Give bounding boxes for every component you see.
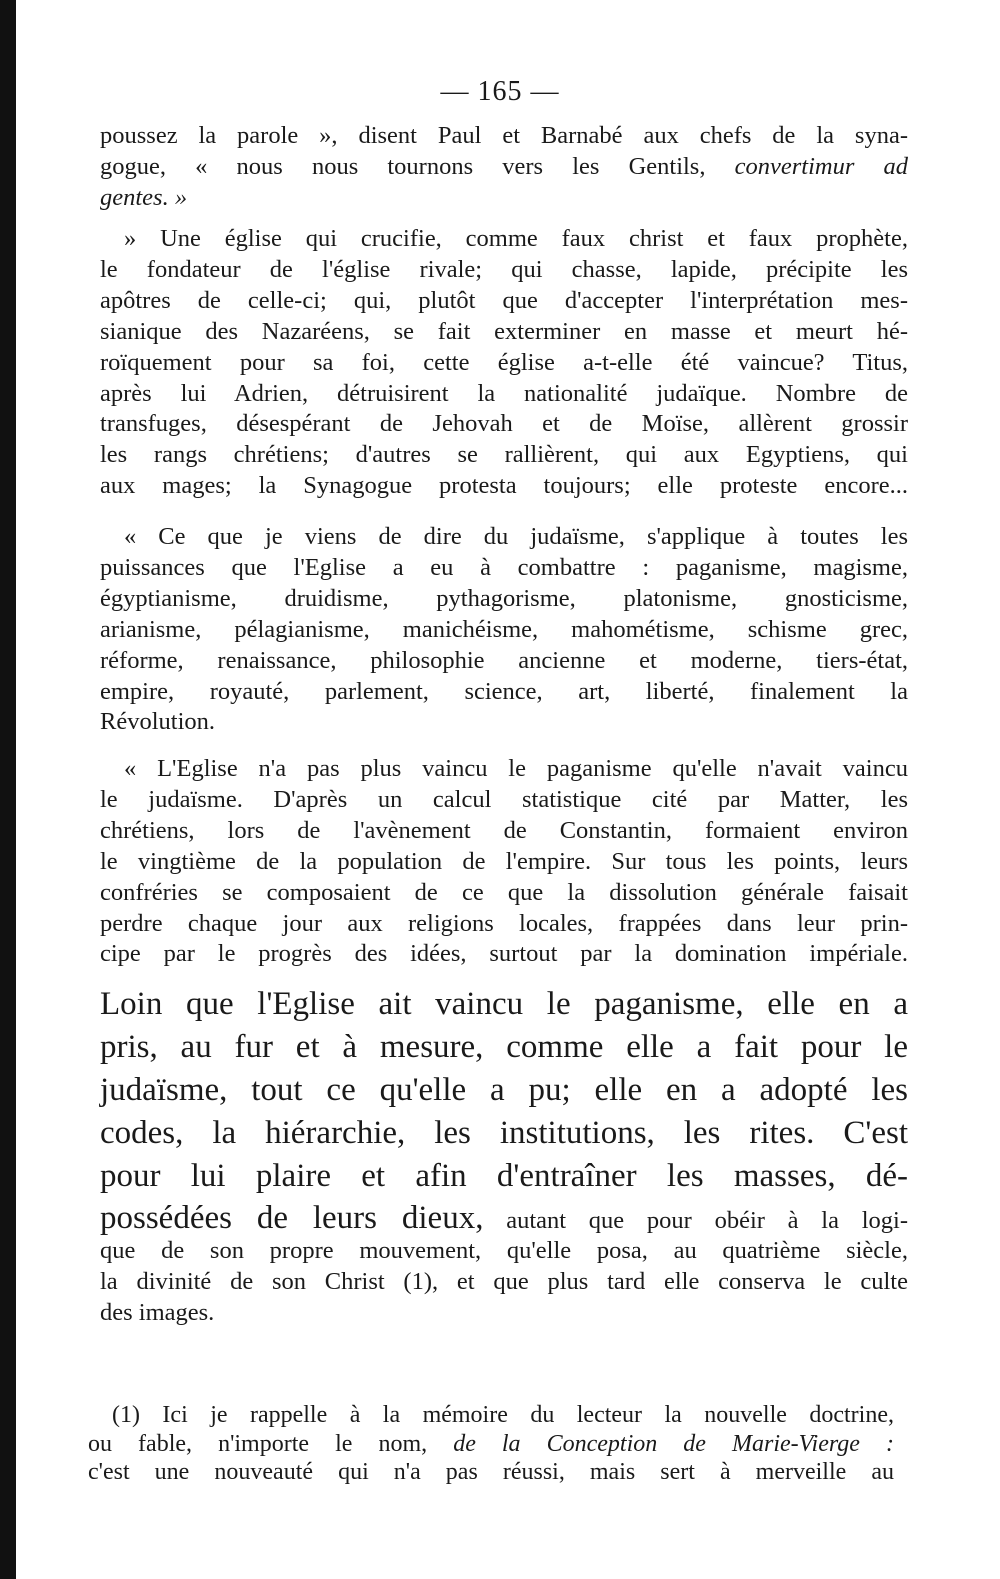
text-line: confréries se composaient de ce que la dissolution générale faisait — [100, 878, 908, 906]
footnote-line: ou fable, n'importe le nom, de la Conception de Marie-Vierge : — [88, 1430, 894, 1457]
paragraph-5-small — [100, 1236, 908, 1329]
text-line: » Une église qui crucifie, comme faux christ et faux prophète, — [124, 225, 908, 252]
text-line: pris, au fur et à mesure, comme elle a fait pour le — [100, 1029, 908, 1065]
text-line: pour lui plaire et afin d'entraîner les masses, dé- — [100, 1158, 908, 1194]
text-line: égyptianisme, druidisme, pythagorisme, platonisme, gnosticisme, — [100, 584, 908, 612]
text-line: Loin que l'Eglise ait vaincu le paganisme, elle en a — [100, 986, 908, 1022]
text-line: réforme, renaissance, philosophie ancienne et moderne, tiers-état, — [100, 646, 908, 674]
paragraph-2 — [100, 224, 908, 502]
text-line: sianique des Nazaréens, se fait exterminer en masse et meurt hé- — [100, 317, 908, 345]
text-line: aux mages; la Synagogue protesta toujours; elle proteste encore... — [100, 472, 908, 500]
latin-quote: convertimur ad — [734, 152, 909, 180]
text-line: empire, royauté, parlement, science, art, liberté, finalement la — [100, 677, 908, 705]
text-line: arianisme, pélagianisme, manichéisme, mahométisme, schisme grec, — [100, 615, 908, 643]
text-line: poussez la parole », disent Paul et Barnabé aux chefs de la syna- — [100, 122, 908, 149]
page-number: — 165 — — [440, 76, 560, 107]
footnote-italic: de la Conception de Marie-Vierge : — [453, 1430, 894, 1457]
text-line: cipe par le progrès des idées, surtout par la domination impériale. — [100, 940, 908, 968]
text-line: le judaïsme. D'après un calcul statistique cité par Matter, les — [100, 785, 908, 813]
footnote-line: (1) Ici je rappelle à la mémoire du lecteur la nouvelle doctrine, — [112, 1402, 894, 1428]
text-line: judaïsme, tout ce qu'elle a pu; elle en a adopté les — [100, 1072, 908, 1108]
text-line: des images. — [100, 1298, 215, 1326]
text-line: la divinité de son Christ (1), et que plus tard elle conserva le culte — [100, 1267, 908, 1295]
text-line: possédées de leurs dieux, autant que pour obéir à la logi- — [100, 1200, 908, 1236]
text-line: Révolution. — [100, 708, 216, 736]
paragraph-3 — [100, 522, 908, 738]
text-line: chrétiens, lors de l'avènement de Constantin, formaient environ — [100, 816, 908, 844]
text-line: apôtres de celle-ci; qui, plutôt que d'accepter l'interprétation mes- — [100, 286, 908, 314]
footnote-line: c'est une nouveauté qui n'a pas réussi, mais sert à merveille au — [88, 1459, 894, 1485]
text-line: le vingtième de la population de l'empire. Sur tous les points, leurs — [100, 847, 908, 875]
paragraph-4 — [100, 754, 908, 970]
text-line: gogue, « nous nous tournons vers les Gentils, convertimur ad — [100, 152, 909, 180]
paragraph-5-large — [100, 983, 908, 1241]
text-line: le fondateur de l'église rivale; qui chasse, lapide, précipite les — [100, 255, 908, 283]
text-line: après lui Adrien, détruisirent la nationalité judaïque. Nombre de — [100, 379, 908, 407]
text-line: que de son propre mouvement, qu'elle posa, au quatrième siècle, — [100, 1237, 908, 1264]
text-line: gentes. » — [100, 183, 188, 211]
text-line: roïquement pour sa foi, cette église a-t-elle été vaincue? Titus, — [100, 348, 908, 376]
text-line: puissances que l'Eglise a eu à combattre : paganisme, magisme, — [100, 553, 908, 581]
text-line: transfuges, désespérant de Jehovah et de Moïse, allèrent grossir — [100, 410, 908, 438]
text-line: perdre chaque jour aux religions locales, frappées dans leur prin- — [100, 909, 908, 937]
scan-edge-shadow — [0, 0, 16, 1579]
footnote — [88, 1401, 894, 1487]
text-line: « L'Eglise n'a pas plus vaincu le paganisme qu'elle n'avait vaincu — [124, 755, 908, 782]
text-line: codes, la hiérarchie, les institutions, les rites. C'est — [100, 1115, 908, 1151]
text-line: « Ce que je viens de dire du judaïsme, s'applique à toutes les — [124, 523, 908, 550]
text-line: les rangs chrétiens; d'autres se rallièrent, qui aux Egyptiens, qui — [100, 441, 908, 469]
paragraph-1 — [100, 121, 908, 214]
